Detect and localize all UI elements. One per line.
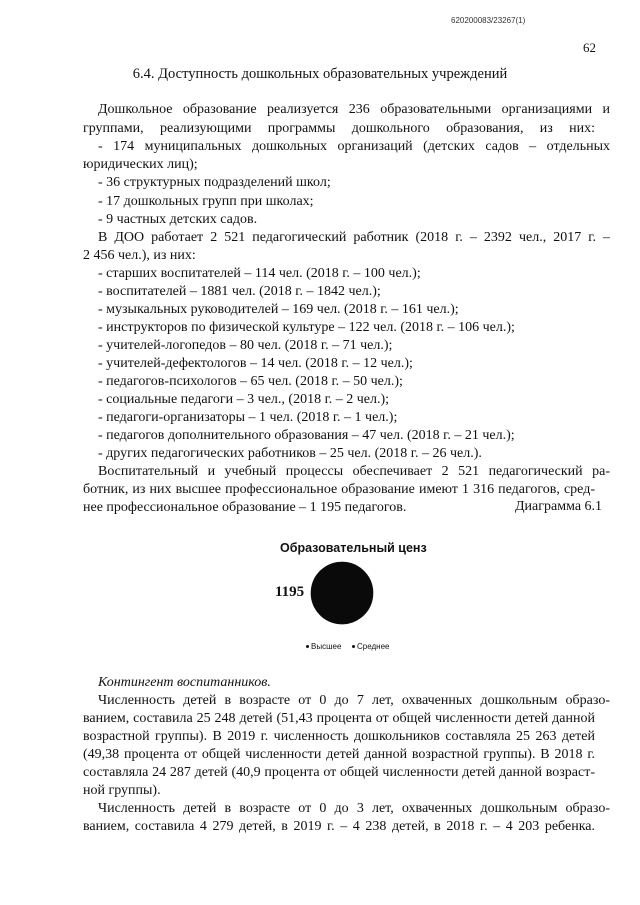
chart-title: Образовательный ценз <box>280 541 427 555</box>
text-line: Воспитательный и учебный процессы обеспечивает 2 521 педагогический ра- <box>98 464 610 479</box>
list-item: - социальные педагоги – 3 чел., (2018 г. – 2 чел.); <box>98 392 390 407</box>
text-line: юридических лиц); <box>83 157 198 172</box>
text-line: ванием, составила 4 279 детей, в 2019 г. – 4 238 детей, в 2018 г. – 4 203 ребенка. <box>83 819 595 834</box>
pie-slice-Среднее <box>311 562 342 624</box>
text-line: 2 456 чел.), из них: <box>83 248 196 263</box>
legend-marker <box>306 645 309 648</box>
data-label: 1195 <box>275 584 305 600</box>
list-item: - воспитателей – 1881 чел. (2018 г. – 1842 чел.); <box>98 284 381 299</box>
list-item: - инструкторов по физической культуре – 122 чел. (2018 г. – 106 чел.); <box>98 320 515 335</box>
list-item: - педагогов дополнительного образования – 47 чел. (2018 г. – 21 чел.); <box>98 428 515 443</box>
text-line: Численность детей в возрасте от 0 до 7 лет, охваченных дошкольным образо- <box>98 693 610 708</box>
legend-item-1 <box>352 642 389 651</box>
text-line: группами, реализующими программы дошкольного образования, из них: <box>83 121 595 136</box>
legend-marker <box>352 645 355 648</box>
text-line: - 174 муниципальных дошкольных организаций (детских садов – отдельных <box>98 139 610 154</box>
section-subheading: Контингент воспитанников. <box>98 675 271 690</box>
section-heading: 6.4. Доступность дошкольных образовательных учреждений <box>132 66 508 82</box>
list-item: - 36 структурных подразделений школ; <box>98 175 331 190</box>
list-item: - других педагогических работников – 25 чел. (2018 г. – 26 чел.). <box>98 446 482 461</box>
list-item: - 17 дошкольных групп при школах; <box>98 194 314 209</box>
legend-label: Среднее <box>357 642 390 651</box>
legend-item-0 <box>306 642 341 651</box>
text-line: Численность детей в возрасте от 0 до 3 лет, охваченных дошкольным образо- <box>98 801 610 816</box>
text-line: ботник, из них высшее профессиональное образование имеют 1 316 педагогов, сред- <box>83 482 595 497</box>
page-number: 62 <box>583 40 596 55</box>
pie-slice-Высшее <box>337 562 373 624</box>
list-item: - учителей-логопедов – 80 чел. (2018 г. – 71 чел.); <box>98 338 393 353</box>
text-line: возрастной группы). В 2019 г. численность дошкольников составляла 25 263 детей <box>83 729 595 744</box>
text-line: ной группы). <box>83 783 161 798</box>
text-line: В ДОО работает 2 521 педагогический работник (2018 г. – 2392 чел., 2017 г. – <box>98 230 610 245</box>
legend-label: Высшее <box>311 642 342 651</box>
list-item: - педагогов-психологов – 65 чел. (2018 г. – 50 чел.); <box>98 374 403 389</box>
list-item: - учителей-дефектологов – 14 чел. (2018 г. – 12 чел.); <box>98 356 413 371</box>
list-item: - старших воспитателей – 114 чел. (2018 г. – 100 чел.); <box>98 266 421 281</box>
text-line: составляла 24 287 детей (40,9 процента от общей численности детей данной возраст- <box>83 765 595 780</box>
list-item: - музыкальных руководителей – 169 чел. (2018 г. – 161 чел.); <box>98 302 459 317</box>
list-item: - 9 частных детских садов. <box>98 212 258 227</box>
text-line: нее профессиональное образование – 1 195 педагогов. <box>83 500 407 515</box>
diagram-label: Диаграмма 6.1 <box>515 499 603 514</box>
text-line: Дошкольное образование реализуется 236 образовательными организациями и <box>98 102 610 117</box>
list-item: - педагоги-организаторы – 1 чел. (2018 г. – 1 чел.); <box>98 410 398 425</box>
text-line: (49,38 процента от общей численности детей данной возрастной группы). В 2018 г. <box>83 747 595 762</box>
document-code: 620200083/23267(1) <box>451 16 526 25</box>
text-line: ванием, составила 25 248 детей (51,43 процента от общей численности детей данной <box>83 711 595 726</box>
